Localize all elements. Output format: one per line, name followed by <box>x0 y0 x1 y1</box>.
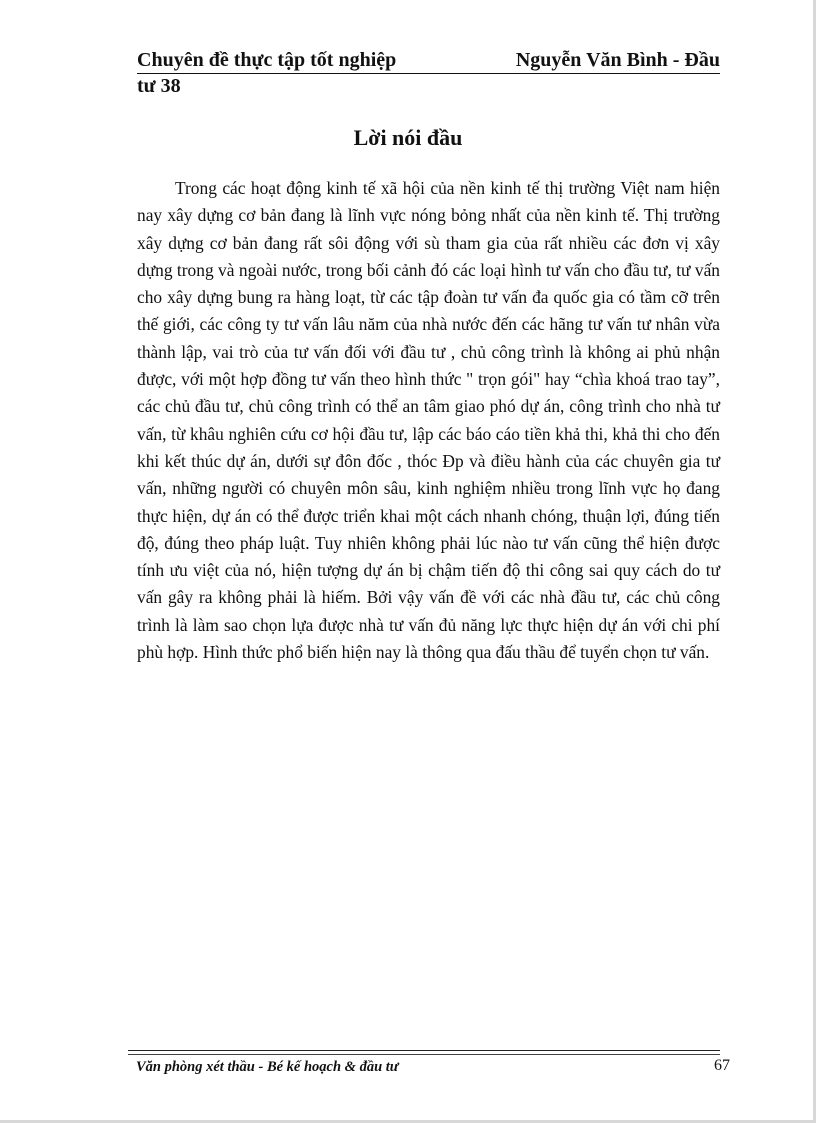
page-header <box>137 48 720 98</box>
header-document-type: Chuyên đề thực tập tốt nghiệp <box>137 49 397 71</box>
footer-row <box>128 1057 730 1081</box>
page-footer <box>128 1050 730 1081</box>
header-continuation: tư 38 <box>137 75 181 97</box>
header-author: Nguyễn Văn Bình - Đầu <box>515 49 720 71</box>
footer-rule-secondary <box>128 1054 720 1055</box>
header-line <box>137 48 720 74</box>
footer-rule <box>128 1050 720 1051</box>
page-number: 67 <box>714 1057 730 1074</box>
page-title: Lời nói đầu <box>353 125 463 150</box>
body-paragraph: Trong các hoạt động kinh tế xã hội của nền kinh tế thị trường Việt nam hiện nay xây dựng cơ bản đang là lĩnh vực nóng bỏng nhất của nền kinh tế. Thị trường xây dựng cơ bản đang rất sôi động với sù tham gia của rất nhiều các đơn vị xây dựng trong và ngoài nước, trong bối cảnh đó các loại hình tư vấn cho đầu tư, tư vấn cho xây dựng bung ra hàng loạt, từ các tập đoàn tư vấn đa quốc gia có tầm cỡ trên thế giới, các công ty tư vấn lâu năm của nhà nước đến các hãng tư vấn tư nhân vừa thành lập, vai trò của tư vấn đối với đầu tư , chủ công trình là không ai phủ nhận được, với một hợp đồng tư vấn theo hình thức " trọn gói" hay “chìa khoá trao tay”, các chủ đầu tư, chủ công trình có thể an tâm giao phó dự án, công trình cho nhà tư vấn, từ khâu nghiên cứu cơ hội đầu tư, lập các báo cáo tiền khả thi, khả thi cho đến khi kết thúc dự án, dưới sự đôn đốc , thóc Đp và điều hành của các chuyên gia tư vấn, những người có chuyên môn sâu, kinh nghiệm nhiều trong lĩnh vực họ đang thực hiện, dự án có thể được triển khai một cách nhanh chóng, thuận lợi, đúng tiến độ, đúng theo pháp luật. Tuy nhiên không phải lúc nào tư vấn cũng thể hiện được tính ưu việt của nó, hiện tượng dự án bị chậm tiến độ thi công sai quy cách do tư vấn gây ra không phải là hiếm. Bởi vậy vấn đề với các nhà đầu tư, các chủ công trình là làm sao chọn lựa được nhà tư vấn đủ năng lực thực hiện dự án với chi phí phù hợp. Hình thức phổ biến hiện nay là thông qua đấu thầu để tuyển chọn tư vấn. <box>137 178 720 663</box>
footer-organization: Văn phòng xét thầu - Bé kế hoạch & đầu tư <box>136 1059 399 1075</box>
